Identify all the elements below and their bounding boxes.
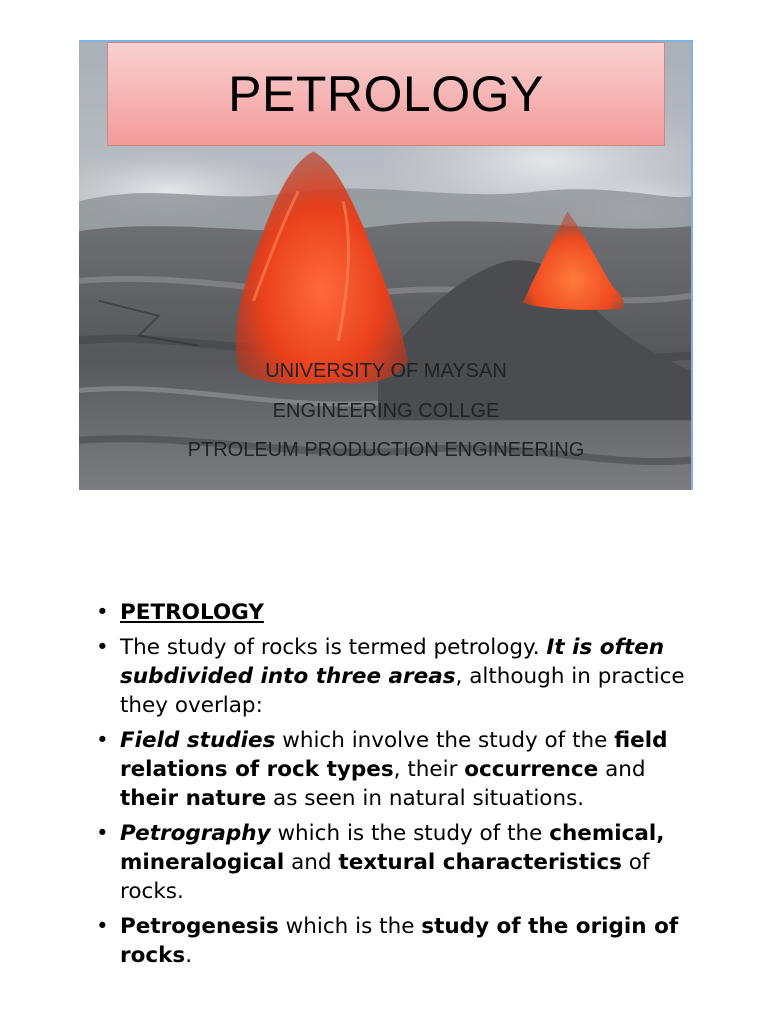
title-slide: [79, 40, 693, 490]
text: , although in practice they overlap:: [120, 664, 685, 718]
bullet-icon: •: [96, 821, 109, 846]
subtitle-university: UNIVERSITY OF MAYSAN: [265, 360, 507, 382]
text: The study of rocks is termed petrology.: [120, 635, 547, 660]
emphasis: study of the origin of rocks: [120, 914, 679, 968]
slide-title: PETROLOGY: [228, 66, 544, 122]
emphasis: occurrence: [464, 757, 599, 782]
subtitle-college: ENGINEERING COLLGE: [272, 400, 500, 422]
bullet-icon: •: [96, 635, 109, 660]
term: Petrography: [120, 821, 271, 846]
term: Petrogenesis: [120, 914, 279, 939]
bullet-icon: •: [96, 914, 109, 939]
text: which is the study of the: [270, 821, 550, 846]
bullet-heading: [96, 598, 686, 627]
text: of rocks.: [120, 850, 650, 904]
bullet-petrogenesis: [96, 912, 686, 970]
text: which involve the study of the: [275, 728, 615, 753]
subtitle-department: PTROLEUM PRODUCTION ENGINEERING: [187, 439, 585, 461]
heading-petrology: PETROLOGY: [120, 600, 264, 625]
bullet-icon: •: [96, 728, 109, 753]
bullet-field-studies: [96, 726, 686, 813]
emphasis: chemical, mineralogical: [120, 821, 665, 875]
emphasis: It is often subdivided into three areas: [120, 635, 665, 689]
text: , their: [393, 757, 465, 782]
text: and: [284, 850, 339, 875]
emphasis: their nature: [120, 786, 267, 811]
term: Field studies: [120, 728, 276, 753]
emphasis: field relations of rock types: [120, 728, 668, 782]
text: which is the: [278, 914, 422, 939]
bullet-petrography: [96, 819, 686, 906]
text: as seen in natural situations.: [266, 786, 585, 811]
bullet-list: [96, 598, 686, 976]
bullet-definition: [96, 633, 686, 720]
text: .: [185, 943, 193, 968]
title-box: [107, 42, 665, 146]
emphasis: textural characteristics: [338, 850, 622, 875]
text: and: [598, 757, 646, 782]
bullet-icon: •: [96, 600, 109, 625]
